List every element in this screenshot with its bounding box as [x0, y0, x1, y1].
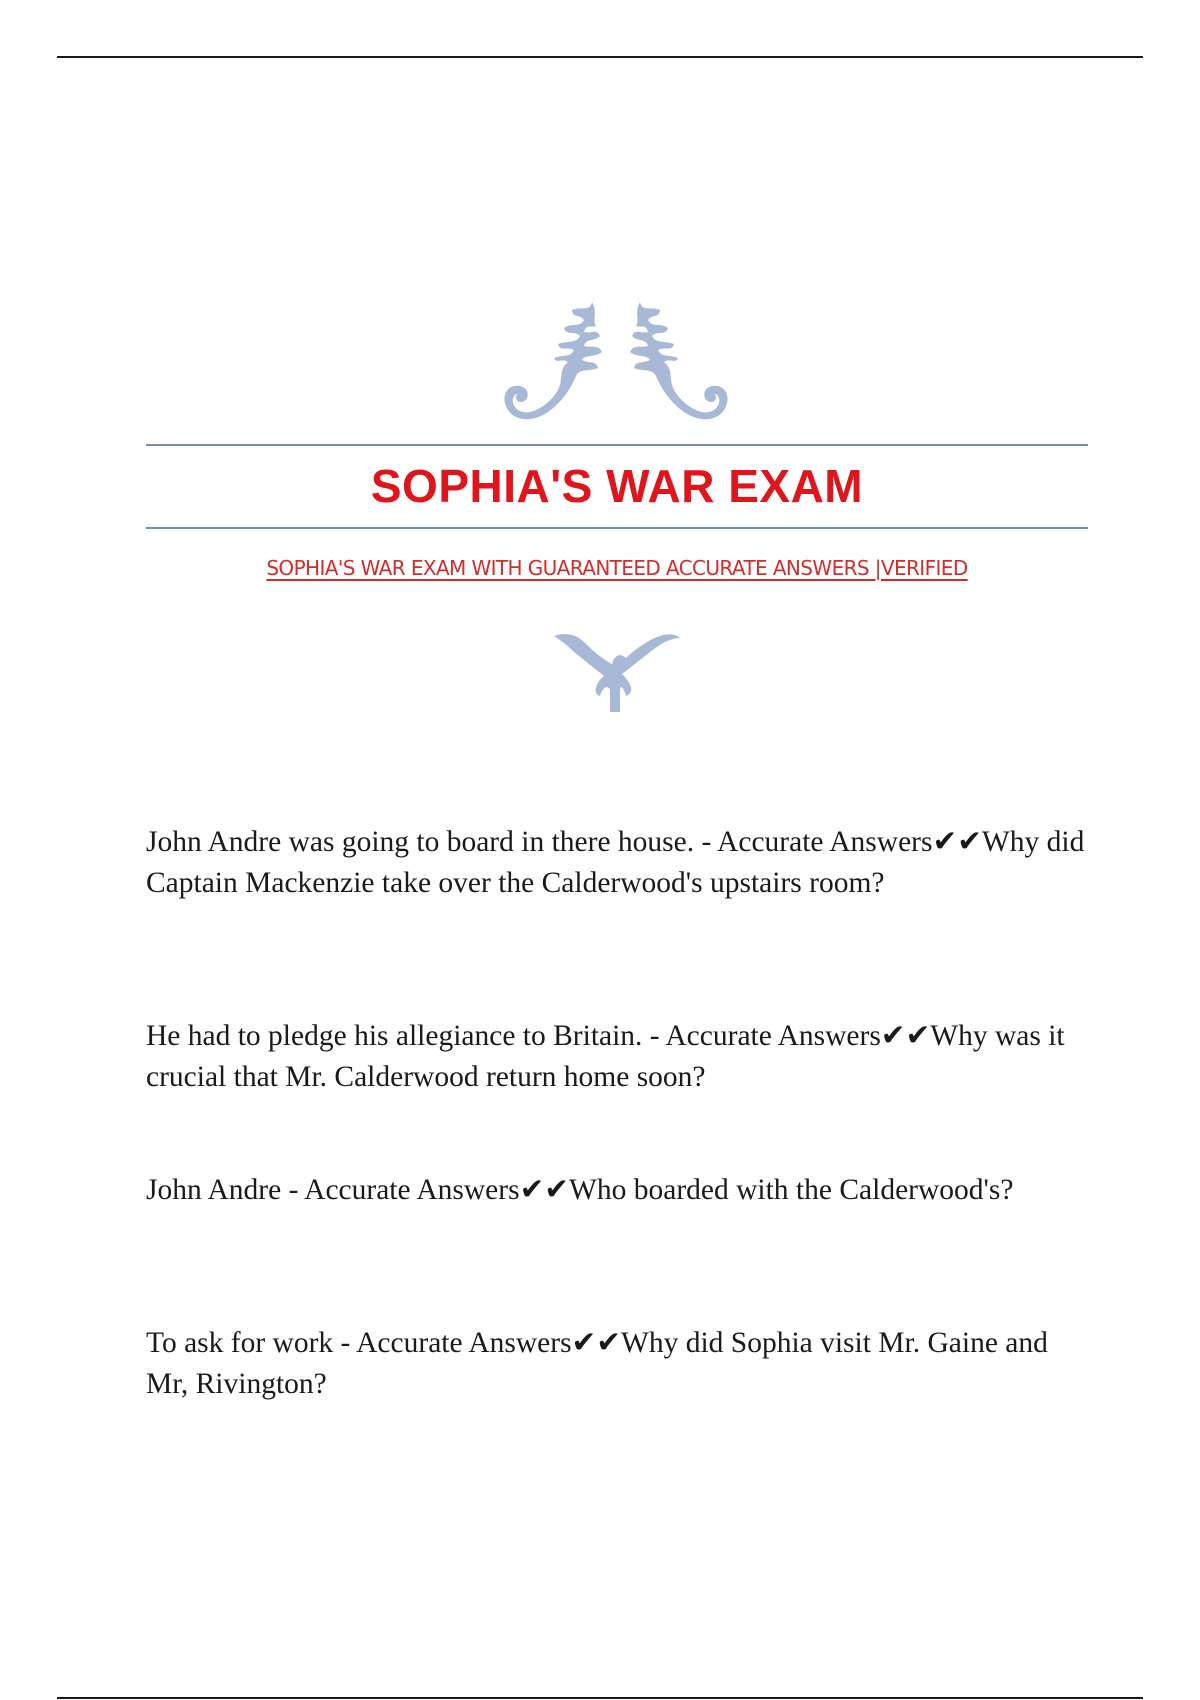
title-rule-upper — [146, 444, 1088, 446]
qa-item: To ask for work - Accurate Answers✔✔Why did Sophia visit Mr. Gaine and Mr, Rivington? — [146, 1327, 1048, 1400]
document-title: SOPHIA'S WAR EXAM — [370, 460, 864, 512]
document-subtitle: SOPHIA'S WAR EXAM WITH GUARANTEED ACCURATE ANSWERS |VERIFIED — [266, 556, 968, 580]
floral-scroll-ornament-icon — [500, 298, 732, 424]
qa-item: He had to pledge his allegiance to Britain. - Accurate Answers✔✔Why was it crucial that Mr. Calderwood return home soon? — [146, 1020, 1065, 1093]
title-rule-lower — [146, 527, 1088, 529]
page-bottom-rule — [57, 1697, 1143, 1699]
qa-item: John Andre - Accurate Answers✔✔Who boarded with the Calderwood's? — [146, 1174, 1014, 1206]
fleuron-ornament-icon — [554, 630, 680, 712]
qa-item: John Andre was going to board in there house. - Accurate Answers✔✔Why did Captain Mackenzie take over the Calderwood's upstairs room? — [146, 826, 1085, 899]
page-top-rule — [57, 56, 1143, 58]
